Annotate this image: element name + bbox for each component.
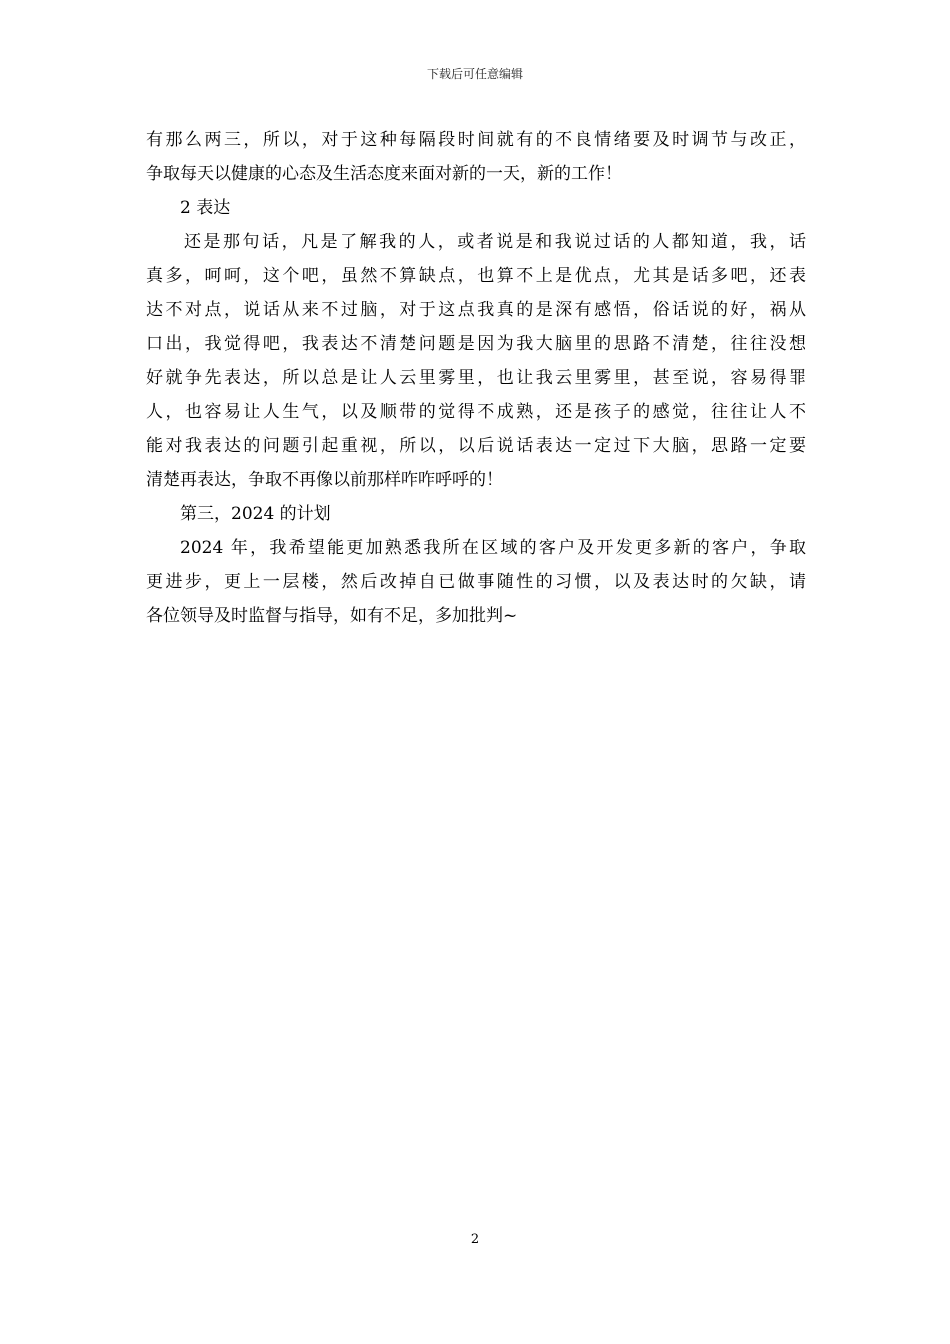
document-body: [146, 123, 806, 633]
paragraph-line: 达不对点，说话从来不过脑，对于这点我真的是深有感悟，俗话说的好，祸从: [146, 300, 806, 320]
paragraph-line: 人，也容易让人生气，以及顺带的觉得不成熟，还是孩子的感觉，往往让人不: [146, 402, 806, 422]
section-heading: 2 表达: [180, 198, 231, 218]
page-header: 下载后可任意编辑: [426, 67, 523, 81]
paragraph-line: 有那么两三，所以，对于这种每隔段时间就有的不良情绪要及时调节与改正，: [146, 130, 806, 150]
paragraph-line: 更进步，更上一层楼，然后改掉自已做事随性的习惯，以及表达时的欠缺，请: [146, 572, 806, 592]
paragraph-line: 还是那句话，凡是了解我的人，或者说是和我说过话的人都知道，我，话: [184, 232, 806, 252]
paragraph-line: 能对我表达的问题引起重视，所以，以后说话表达一定过下大脑，思路一定要: [146, 436, 806, 456]
paragraph-line: 各位领导及时监督与指导，如有不足，多加批判~: [146, 606, 518, 626]
paragraph-line: 真多，呵呵，这个吧，虽然不算缺点，也算不上是优点，尤其是话多吧，还表: [146, 266, 806, 286]
page-number: 2: [470, 1232, 480, 1247]
paragraph-line: 口出，我觉得吧，我表达不清楚问题是因为我大脑里的思路不清楚，往往没想: [146, 334, 806, 354]
paragraph-line: 好就争先表达，所以总是让人云里雾里，也让我云里雾里，甚至说，容易得罪: [146, 368, 806, 388]
paragraph-line: 清楚再表达，争取不再像以前那样咋咋呼呼的！: [146, 470, 503, 490]
paragraph-line: 2024 年，我希望能更加熟悉我所在区域的客户及开发更多新的客户，争取: [180, 538, 806, 558]
paragraph-line: 争取每天以健康的心态及生活态度来面对新的一天，新的工作！: [146, 164, 622, 184]
section-heading: 第三，2024 的计划: [180, 504, 331, 524]
